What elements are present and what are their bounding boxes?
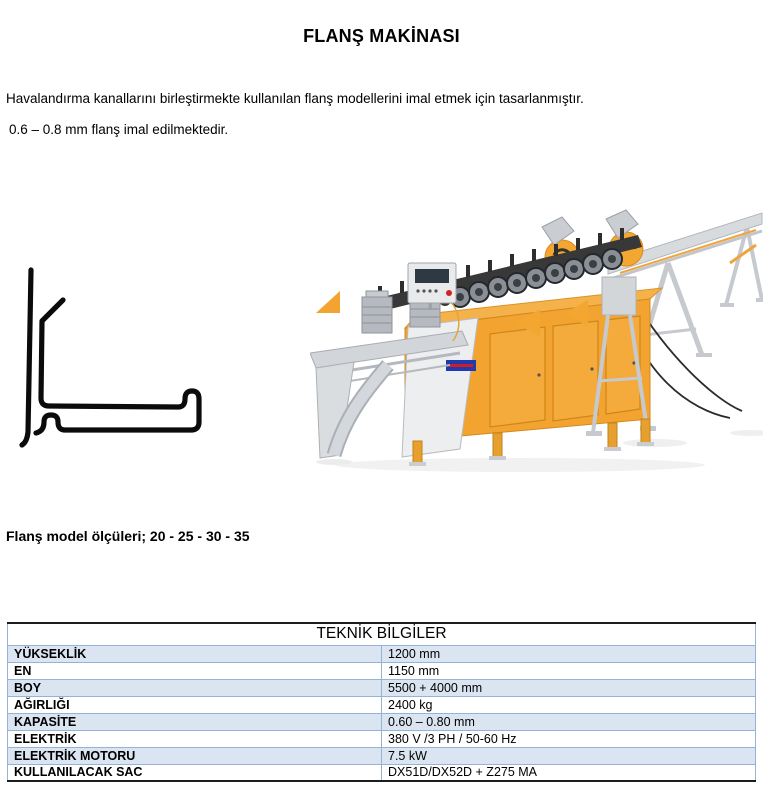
table-header-row [8, 623, 756, 645]
spec-label: YÜKSEKLİK [8, 645, 382, 662]
flange-profile-drawing [15, 250, 225, 455]
description-paragraph-2: 0.6 – 0.8 mm flanş imal edilmektedir. [9, 122, 229, 137]
floor-shadow [316, 430, 763, 472]
spec-value: 1150 mm [382, 662, 756, 679]
technical-info-section [7, 622, 756, 782]
model-sizes-values: 20 - 25 - 30 - 35 [149, 528, 250, 544]
table-title: TEKNİK BİLGİLER [8, 623, 756, 645]
page-title: FLANŞ MAKİNASI [303, 26, 460, 46]
spec-value: 7.5 kW [382, 747, 756, 764]
description-paragraph-1: Havalandırma kanallarını birleştirmekte kullanılan flanş modellerini imal etmek için tasarlanmıştır. [6, 91, 584, 106]
flange-profile-path [36, 300, 199, 433]
table-row [8, 662, 756, 679]
table-row [8, 747, 756, 764]
table-row [8, 764, 756, 781]
table-row [8, 713, 756, 730]
spec-label: KULLANILACAK SAC [8, 764, 382, 781]
machine-photo [310, 205, 763, 478]
brand-label [446, 360, 476, 371]
spec-value: 380 V /3 PH / 50-60 Hz [382, 730, 756, 747]
spec-label: BOY [8, 679, 382, 696]
table-row [8, 730, 756, 747]
spec-table [7, 622, 756, 782]
spec-label: ELEKTRİK MOTORU [8, 747, 382, 764]
spec-label: KAPASİTE [8, 713, 382, 730]
profile-back-wall-line [22, 270, 31, 445]
table-row [8, 645, 756, 662]
spec-value: DX51D/DX52D + Z275 MA [382, 764, 756, 781]
control-panel-screen [415, 269, 449, 283]
table-row [8, 696, 756, 713]
cabinet-doors [490, 316, 640, 427]
model-sizes-label: Flanş model ölçüleri; [6, 528, 147, 544]
spec-value: 2400 kg [382, 696, 756, 713]
table-row [8, 679, 756, 696]
emergency-stop-button [446, 290, 452, 296]
spec-label: EN [8, 662, 382, 679]
spec-value: 1200 mm [382, 645, 756, 662]
spec-value: 5500 + 4000 mm [382, 679, 756, 696]
model-sizes-line [6, 528, 250, 544]
spec-label: ELEKTRİK [8, 730, 382, 747]
spec-label: AĞIRLIĞI [8, 696, 382, 713]
spec-value: 0.60 – 0.80 mm [382, 713, 756, 730]
